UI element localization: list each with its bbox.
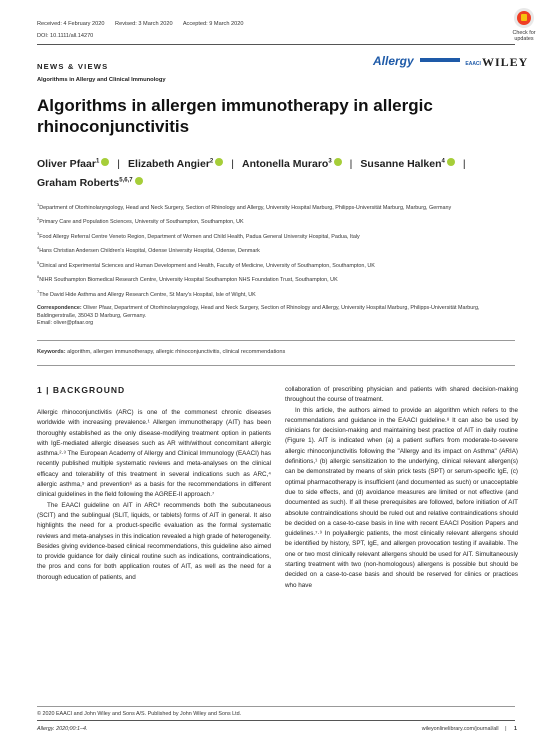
revised-date: Revised: 3 March 2020 <box>115 21 173 27</box>
body-column-right <box>285 385 518 591</box>
article-dates <box>37 21 252 27</box>
doi[interactable]: DOI: 10.1111/all.14270 <box>37 33 94 39</box>
paragraph: In this article, the authors aimed to provide an algorithm which refers to the recommendations and guidance in the EAACI guideline.⁸ It can also be used by clinicians for decision-making and maintaining best practice of AIT in daily routine (Figure 1). AIT is indicated when (a) a patient suffers from moderate-to-severe allergic rhinoconjunctivitis following the "Allergy and its impact on Asthma" (ARIA) definitions,¹ (b) allergic sensitization to the underlying, clinical relevant allergen(s) can be demonstrated by means of skin prick tests (SPT) or serum-specific IgE, (c) optimal pharmacotherapy is insufficient (and documented as such) or unacceptable due to side effects, and (d) avoidance measures are limited or not effective (and documented as such). If all these prerequisites are followed, before initiation of AIT absolute contraindications should be ruled out and relative contraindications should be decided on a case-to-case basis in line with recent EAACI Position Papers and guidelines.⁷·⁹ In polyallergic patients, the most clinically relevant allergens should be identified by history, SPT, IgE, and allergen provocation testing if available. The one or two most clinically relevant allergens should be used for AIT. Simultaneously starting treatment with two (non-homologous) allergens is possible but should be decided on a case-to-case basis and should be reserved for clinics or practices who have <box>285 406 518 589</box>
separator: | <box>231 157 234 170</box>
section-heading-background: 1 | BACKGROUND <box>37 385 126 395</box>
author[interactable]: Antonella Muraro$^3$ <box>242 158 342 170</box>
paragraph: collaboration of prescribing physician and patients with shared decision-making throughout the course of treatment. <box>285 386 518 404</box>
author[interactable]: Graham Roberts$^{5,6,7}$ <box>37 177 143 189</box>
affiliation: $^2$Primary Care and Population Sciences, University of Southampton, Southampton, UK <box>37 216 244 226</box>
orcid-icon[interactable] <box>135 177 143 185</box>
citation: Allergy. 2020;00:1–4. <box>37 726 88 732</box>
accepted-date: Accepted: 9 March 2020 <box>182 21 244 27</box>
footer-right <box>422 726 517 732</box>
article-title: Algorithms in allergen immunotherapy in allergic rhinoconjunctivitis <box>37 96 433 136</box>
affiliation: $^3$Food Allergy Referral Centre Veneto Region, Department of Women and Child Health, Padua General University Hospital, Padua, Italy <box>37 230 360 240</box>
keywords-divider-top <box>37 340 515 341</box>
check-updates-line1: Check for <box>512 30 536 36</box>
correspondence <box>37 305 515 328</box>
check-for-updates-badge[interactable] <box>502 8 546 42</box>
footer-divider <box>37 706 515 707</box>
separator: | <box>349 157 353 170</box>
journal-logo <box>373 54 481 68</box>
orcid-icon[interactable] <box>447 158 455 166</box>
author[interactable]: Elizabeth Angier$^2$ <box>128 158 223 170</box>
paragraph: Allergic rhinoconjunctivitis (ARC) is one of the commonest chronic diseases worldwide with increasing prevalence.¹ Allergen immunotherapy (AIT) has been thoroughly established as the only disease-modifying treatment option in patients with IgE-mediated allergic diseases such as AR with/without concomitant allergic asthma.²·³ The European Academy of Allergy and Clinical Immunology (EAACI) has recently published multiple systematic reviews and meta-analyses on the clinical efficacy and tolerability of this treatment in several indications such as ARC,⁴ allergic asthma,⁵ and prevention⁶ as a basis for the recommendations in different clinical guidelines in the field following the AGREE-II approach.⁷ <box>37 409 271 499</box>
keywords <box>37 349 515 355</box>
section-label: NEWS & VIEWS <box>37 62 109 71</box>
journal-name: Allergy <box>373 54 414 68</box>
orcid-icon[interactable] <box>215 158 223 166</box>
affiliation: $^7$The David Hide Asthma and Allergy Research Centre, St Mary's Hospital, Isle of Wight, UK <box>37 288 256 298</box>
separator: | <box>505 726 507 732</box>
logo-bar <box>420 58 460 62</box>
keywords-divider-bottom <box>37 365 515 366</box>
section-subtitle: Algorithms in Allergy and Clinical Immunology <box>37 77 166 83</box>
author[interactable]: Susanne Halken$^4$ <box>360 158 454 170</box>
separator: | <box>462 157 466 170</box>
eaaci-mark: EAACI <box>465 61 481 67</box>
separator: | <box>117 157 121 170</box>
received-date: Received: 4 February 2020 <box>37 21 105 27</box>
author-list <box>37 153 517 192</box>
affiliation: $^6$NIHR Southampton Biomedical Research Centre, University Hospital Southampton NHS Foundation Trust, Southampton, UK <box>37 274 338 284</box>
affiliations <box>37 201 515 302</box>
author[interactable]: Oliver Pfaar$^1$ <box>37 158 109 170</box>
keywords-label: Keywords: <box>37 349 66 355</box>
correspondence-email[interactable]: Email: oliver@pfaar.org <box>37 320 94 327</box>
footer-divider-bottom <box>37 720 515 721</box>
correspondence-text: Oliver Pfaar, Department of Otorhinolaryngology, Head and Neck Surgery, Section of Rhinology and Allergy, University Hospital Marburg, Philipps-Universität Marburg, Baldingerstraße, 35043 D Marburg, Germany. <box>37 305 480 319</box>
header-divider <box>37 44 515 45</box>
journal-url[interactable]: wileyonlinelibrary.com/journal/all <box>421 726 499 732</box>
affiliation: $^5$Clinical and Experimental Sciences and Human Development and Health, Faculty of Medicine, University of Southampton, Southampton, UK <box>37 259 375 269</box>
bookmark-icon <box>514 8 534 28</box>
orcid-icon[interactable] <box>334 158 342 166</box>
check-updates-line2: updates <box>514 36 534 42</box>
correspondence-label: Correspondence: <box>37 305 82 311</box>
body-column-left <box>37 408 271 583</box>
affiliation: $^4$Hans Christian Andersen Children's Hospital, Odense University Hospital, Odense, Denmark <box>37 245 260 255</box>
keywords-text: algorithm, allergen immunotherapy, allergic rhinoconjunctivitis, clinical recommendations <box>67 349 286 355</box>
page-number: 1 <box>514 726 517 732</box>
paragraph: The EAACI guideline on AIT in ARC⁸ recommends both the subcutaneous (SCIT) and the sublingual (SLIT, liquids, or tablets) forms of AIT in general. It also highlights the need for a product-specific evaluation as the formal systematic reviews and meta-analyses in this indication revealed a high grade of heterogeneity. Besides giving evidence-based clinical recommendations, this guideline also aimed to provide guidance for daily clinical routine such as indications, contraindications, the pros and cons for both application routes of AIT, as well as the need for a thorough education of patients, and <box>37 501 271 581</box>
orcid-icon[interactable] <box>101 158 109 166</box>
copyright: © 2020 EAACI and John Wiley and Sons A/S. Published by John Wiley and Sons Ltd. <box>37 711 242 717</box>
affiliation: $^1$Department of Otorhinolaryngology, Head and Neck Surgery, Section of Rhinology and Allergy, University Hospital Marburg, Philipps-Universität Marburg, Marburg, Germany <box>37 202 452 211</box>
publisher-logo: WILEY <box>482 55 529 69</box>
